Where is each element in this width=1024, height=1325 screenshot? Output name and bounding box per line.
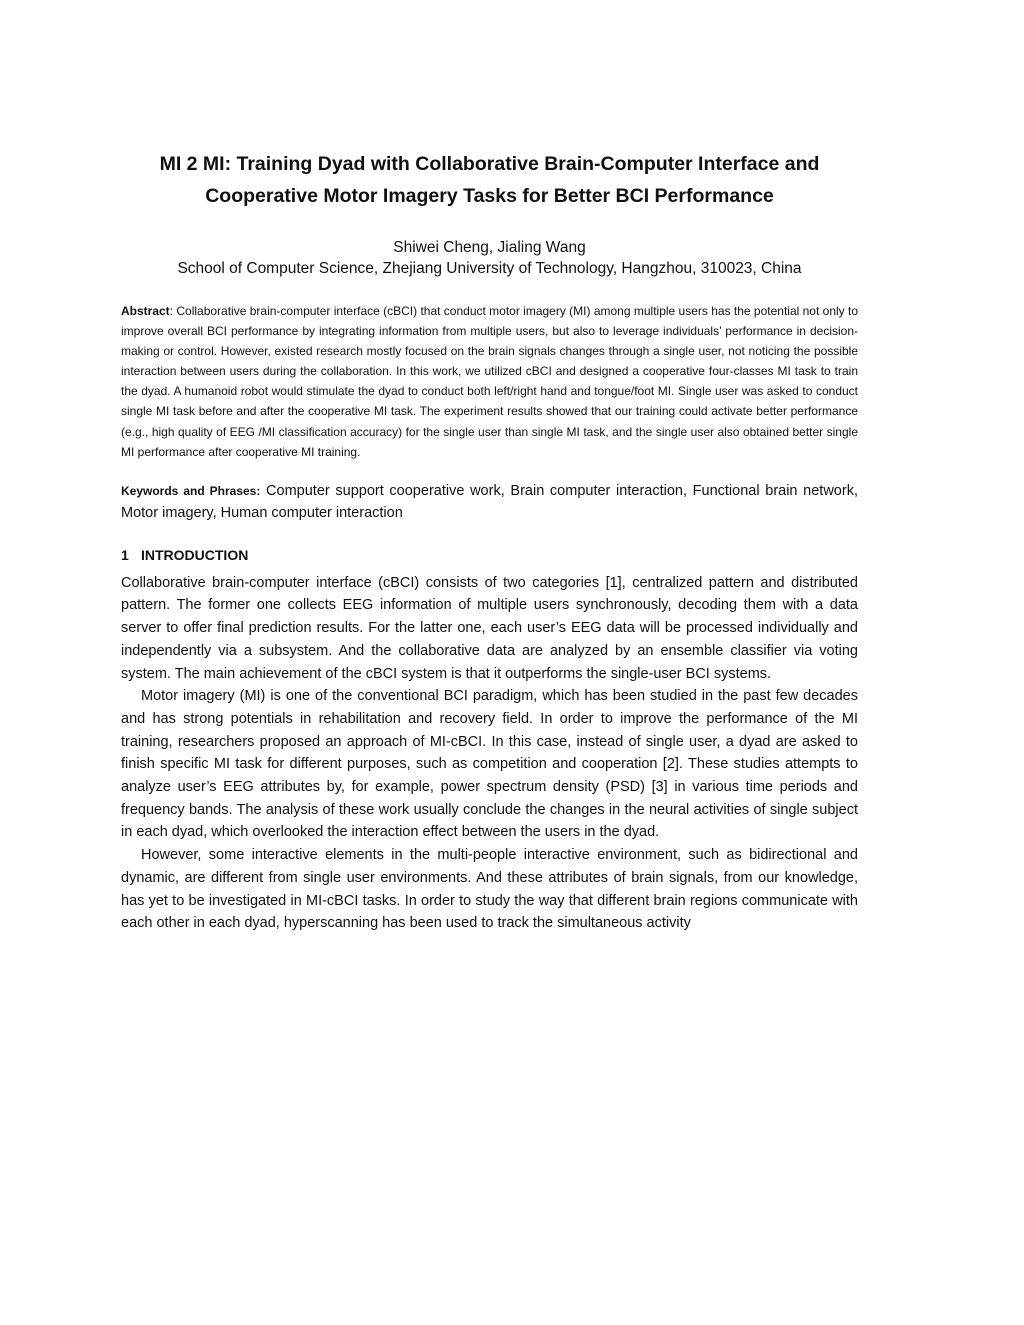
intro-paragraph-3: However, some interactive elements in the multi-people interactive environment, such as bidirectional and dynamic, are different from single user environments. And these attributes of brain signals, from our knowledge, has yet to be investigated in MI-cBCI tasks. In order to study the way that different brain regions communicate with each other in each dyad, hyperscanning has been used to track the simultaneous activity	[121, 847, 858, 932]
title-line-1: MI 2 MI: Training Dyad with Collaborative Brain-Computer Interface and	[159, 153, 820, 175]
keywords	[121, 480, 858, 525]
paper-page	[121, 148, 858, 935]
section-title: INTRODUCTION	[141, 546, 249, 563]
section-heading-introduction	[121, 545, 858, 565]
abstract-text: : Collaborative brain-computer interface (cBCI) that conduct motor imagery (MI) among multiple users has the potential not only to improve overall BCI performance by integrating information from multiple users, but also to leverage individuals’ performance in decision-making or control. However, existed research mostly focused on the brain signals changes through a single user, not noticing the possible interaction between users during the collaboration. In this work, we utilized cBCI and designed a cooperative four-classes MI task to train the dyad. A humanoid robot would stimulate the dyad to conduct both left/right hand and tongue/foot MI. Single user was asked to conduct single MI task before and after the cooperative MI task. The experiment results showed that our training could activate better performance (e.g., high quality of EEG /MI classification accuracy) for the single user than single MI task, and the single user also obtained better single MI performance after cooperative MI training.	[121, 304, 858, 459]
authors: Shiwei Cheng, Jialing Wang	[393, 239, 586, 256]
affiliation: School of Computer Science, Zhejiang University of Technology, Hangzhou, 310023, China	[177, 260, 802, 277]
keywords-label: Keywords and Phrases:	[121, 483, 261, 498]
section-number: 1	[121, 546, 129, 563]
abstract	[121, 301, 858, 462]
keywords-text: Computer support cooperative work, Brain computer interaction, Functional brain network, Motor imagery, Human computer interaction	[121, 482, 858, 522]
abstract-label: Abstract	[121, 304, 170, 318]
intro-paragraph-2: Motor imagery (MI) is one of the conventional BCI paradigm, which has been studied in the past few decades and has strong potentials in rehabilitation and recovery field. In order to improve the performance of the MI training, researchers proposed an approach of MI-cBCI. In this case, instead of single user, a dyad are asked to finish specific MI task for different purposes, such as competition and cooperation [2]. These studies attempts to analyze user’s EEG attributes by, for example, power spectrum density (PSD) [3] in various time periods and frequency bands. The analysis of these work usually conclude the changes in the neural activities of single subject in each dyad, which overlooked the interaction effect between the users in the dyad.	[121, 688, 858, 841]
intro-paragraph-1: Collaborative brain-computer interface (cBCI) consists of two categories [1], centralized pattern and distributed pattern. The former one collects EEG information of multiple users synchronously, decoding them with a data server to offer final prediction results. For the latter one, each user’s EEG data will be processed individually and independently via a subsystem. And the collaborative data are analyzed by an ensemble classifier via voting system. The main achievement of the cBCI system is that it outperforms the single-user BCI systems.	[121, 574, 858, 682]
title-line-2: Cooperative Motor Imagery Tasks for Better BCI Performance	[205, 185, 774, 207]
paper-title	[121, 148, 858, 212]
